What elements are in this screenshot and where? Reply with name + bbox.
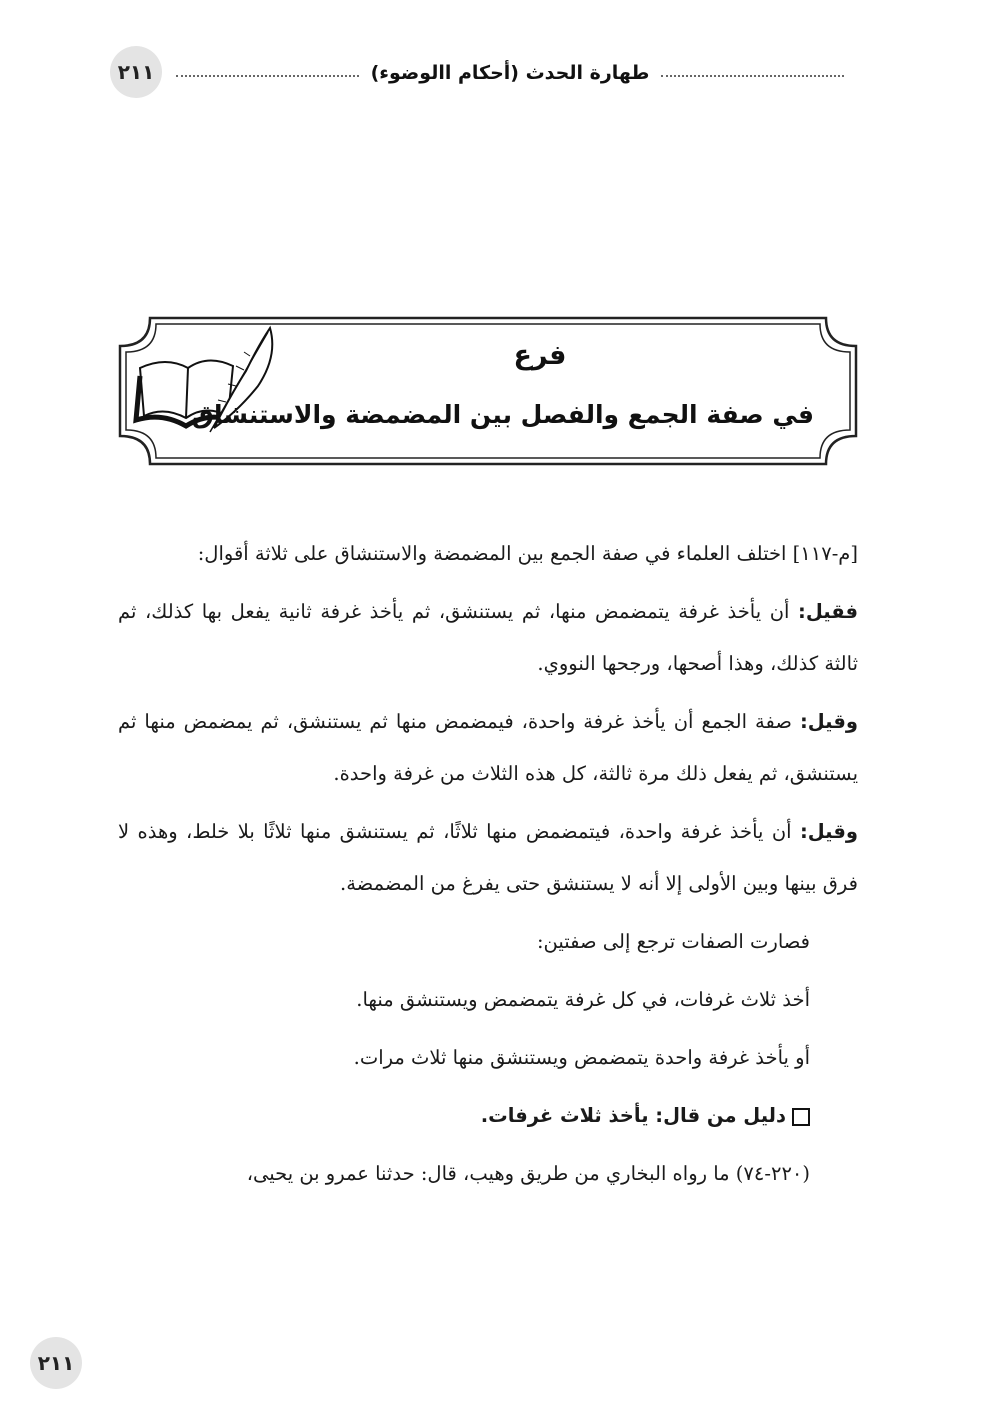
- paragraph-first-opinion: [118, 586, 858, 690]
- paragraph-summary: فصارت الصفات ترجع إلى صفتين:: [536, 930, 810, 953]
- section-label: فرع: [513, 340, 567, 371]
- evidence-heading: [118, 1090, 858, 1142]
- running-header: [176, 58, 844, 88]
- footer-page-number-badge: [30, 1337, 82, 1389]
- page-number: ٢١١: [117, 60, 155, 84]
- paragraph-lead: فقيل:: [798, 600, 858, 623]
- paragraph-lead: وقيل:: [799, 820, 858, 843]
- header-dots-left: [176, 75, 359, 77]
- paragraph-method-one: أخذ ثلاث غرفات، في كل غرفة يتمضمض ويستنشق منها.: [356, 988, 810, 1011]
- paragraph-text: أن يأخذ غرفة يتمضمض منها، ثم يستنشق، ثم يأخذ غرفة ثانية يفعل بها كذلك، ثم ثالثة كذلك، وهذا أصحها، ورجحها النووي.: [118, 600, 858, 675]
- paragraph-second-opinion: [118, 696, 858, 800]
- evidence-heading-text: دليل من قال: يأخذ ثلاث غرفات.: [480, 1104, 786, 1127]
- header-dots-right: [661, 75, 844, 77]
- paragraph-text: أن يأخذ غرفة واحدة، فيتمضمض منها ثلاثًا، ثم يستنشق منها ثلاثًا بلا خلط، وهذه لا فرق بينها وبين الأولى إلا أنه لا يستنشق حتى يفرغ من المضمضة.: [118, 820, 858, 895]
- running-title: طهارة الحدث (أحكام االوضوء): [370, 62, 650, 84]
- section-frame: [118, 316, 858, 466]
- checkbox-square-icon: [792, 1108, 810, 1126]
- paragraph-hadith: (٢٢٠-٧٤) ما رواه البخاري من طريق وهيب، قال: حدثنا عمرو بن يحيى،: [246, 1162, 810, 1185]
- paragraph-text: صفة الجمع أن يأخذ غرفة واحدة، فيمضمض منها ثم يستنشق، ثم يمضمض منها ثم يستنشق، ثم يفعل ذلك مرة ثالثة، كل هذه الثلاث من غرفة واحدة.: [118, 710, 858, 785]
- paragraph-method-two: أو يأخذ غرفة واحدة يتمضمض ويستنشق منها ثلاث مرات.: [353, 1046, 810, 1069]
- body-text: [118, 528, 858, 1206]
- section-subtitle: في صفة الجمع والفصل بين المضمضة والاستنشاق: [191, 400, 814, 429]
- page-number-badge: [110, 46, 162, 98]
- paragraph-third-opinion: [118, 806, 858, 910]
- footer-page-number: ٢١١: [37, 1351, 75, 1375]
- paragraph-intro: [م-١١٧] اختلف العلماء في صفة الجمع بين المضمضة والاستنشاق على ثلاثة أقوال:: [197, 542, 858, 565]
- paragraph-lead: وقيل:: [799, 710, 858, 733]
